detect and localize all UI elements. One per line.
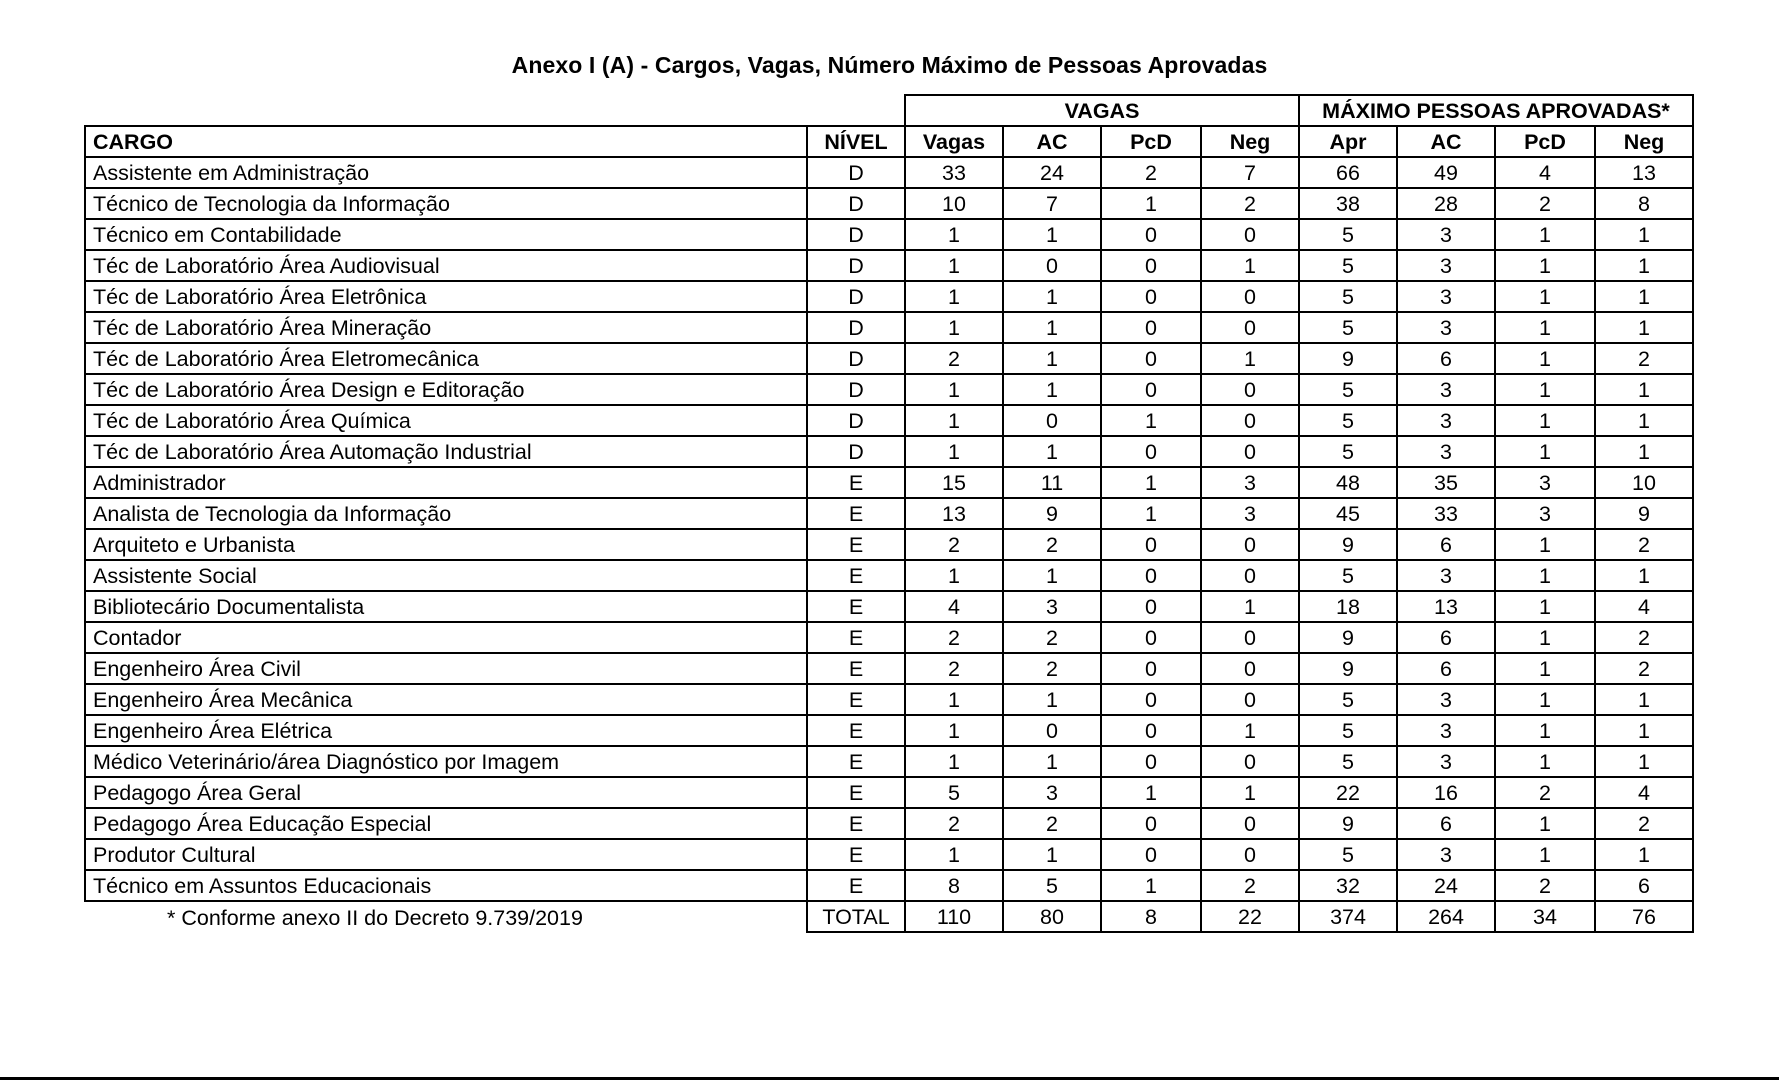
vagas-neg-cell: 7 [1201,157,1299,188]
vagas-neg-cell: 0 [1201,808,1299,839]
apr-neg-cell: 8 [1595,188,1693,219]
nivel-cell: E [807,684,905,715]
vagas-pcd-cell: 0 [1101,808,1201,839]
vagas-pcd-cell: 0 [1101,343,1201,374]
vagas-ac-cell: 7 [1003,188,1101,219]
vagas-pcd-cell: 0 [1101,281,1201,312]
vagas-neg-cell: 0 [1201,405,1299,436]
vagas-cell: 1 [905,560,1003,591]
apr-cell: 9 [1299,808,1397,839]
vagas-pcd-cell: 0 [1101,374,1201,405]
vagas-ac-cell: 1 [1003,839,1101,870]
cargo-cell: Arquiteto e Urbanista [85,529,807,560]
cargo-cell: Téc de Laboratório Área Automação Industrial [85,436,807,467]
apr-ac-cell: 6 [1397,622,1495,653]
vagas-ac-cell: 24 [1003,157,1101,188]
nivel-cell: E [807,591,905,622]
nivel-cell: E [807,622,905,653]
nivel-cell: D [807,436,905,467]
col-header-apr-neg: Neg [1595,126,1693,157]
cargo-cell: Técnico em Contabilidade [85,219,807,250]
table-row [85,405,1693,436]
table-row [85,653,1693,684]
total-value: 34 [1495,901,1595,932]
apr-ac-cell: 13 [1397,591,1495,622]
nivel-cell: D [807,312,905,343]
apr-neg-cell: 2 [1595,653,1693,684]
apr-ac-cell: 33 [1397,498,1495,529]
apr-ac-cell: 3 [1397,250,1495,281]
apr-cell: 5 [1299,281,1397,312]
apr-pcd-cell: 4 [1495,157,1595,188]
cargo-cell: Téc de Laboratório Área Química [85,405,807,436]
vagas-ac-cell: 5 [1003,870,1101,901]
vagas-ac-cell: 1 [1003,746,1101,777]
cargo-cell: Engenheiro Área Elétrica [85,715,807,746]
apr-neg-cell: 1 [1595,436,1693,467]
apr-cell: 5 [1299,250,1397,281]
vagas-pcd-cell: 0 [1101,312,1201,343]
cargo-cell: Técnico em Assuntos Educacionais [85,870,807,901]
apr-pcd-cell: 3 [1495,467,1595,498]
col-header-vagas-pcd: PcD [1101,126,1201,157]
nivel-cell: D [807,281,905,312]
apr-pcd-cell: 1 [1495,312,1595,343]
vagas-ac-cell: 3 [1003,777,1101,808]
table-row [85,839,1693,870]
apr-pcd-cell: 3 [1495,498,1595,529]
nivel-cell: D [807,405,905,436]
apr-cell: 5 [1299,405,1397,436]
table-row [85,529,1693,560]
apr-pcd-cell: 1 [1495,746,1595,777]
apr-cell: 5 [1299,219,1397,250]
apr-neg-cell: 2 [1595,622,1693,653]
vagas-cell: 1 [905,436,1003,467]
vagas-neg-cell: 0 [1201,436,1299,467]
vagas-ac-cell: 1 [1003,436,1101,467]
vagas-pcd-cell: 2 [1101,157,1201,188]
nivel-cell: E [807,746,905,777]
col-header-cargo: CARGO [85,126,807,157]
vagas-neg-cell: 1 [1201,777,1299,808]
vagas-pcd-cell: 0 [1101,715,1201,746]
vagas-pcd-cell: 0 [1101,622,1201,653]
apr-ac-cell: 3 [1397,281,1495,312]
table-row [85,560,1693,591]
vagas-pcd-cell: 1 [1101,777,1201,808]
vagas-neg-cell: 0 [1201,560,1299,591]
total-value: 374 [1299,901,1397,932]
footnote: * Conforme anexo II do Decreto 9.739/2019 [167,906,583,930]
apr-cell: 5 [1299,746,1397,777]
apr-cell: 5 [1299,715,1397,746]
nivel-cell: D [807,188,905,219]
apr-ac-cell: 3 [1397,405,1495,436]
apr-pcd-cell: 1 [1495,591,1595,622]
vagas-pcd-cell: 0 [1101,250,1201,281]
vagas-pcd-cell: 1 [1101,188,1201,219]
annex-table [84,94,1694,933]
table-row [85,436,1693,467]
vagas-pcd-cell: 0 [1101,560,1201,591]
nivel-cell: D [807,374,905,405]
table-row [85,622,1693,653]
vagas-ac-cell: 1 [1003,281,1101,312]
vagas-cell: 15 [905,467,1003,498]
vagas-ac-cell: 1 [1003,684,1101,715]
apr-neg-cell: 10 [1595,467,1693,498]
apr-ac-cell: 6 [1397,653,1495,684]
apr-ac-cell: 3 [1397,839,1495,870]
apr-pcd-cell: 1 [1495,560,1595,591]
vagas-neg-cell: 0 [1201,529,1299,560]
apr-pcd-cell: 1 [1495,281,1595,312]
vagas-neg-cell: 2 [1201,188,1299,219]
table-row [85,343,1693,374]
apr-ac-cell: 28 [1397,188,1495,219]
table-row [85,746,1693,777]
apr-ac-cell: 49 [1397,157,1495,188]
apr-neg-cell: 2 [1595,529,1693,560]
apr-neg-cell: 1 [1595,281,1693,312]
cargo-cell: Pedagogo Área Geral [85,777,807,808]
apr-pcd-cell: 1 [1495,653,1595,684]
vagas-ac-cell: 1 [1003,312,1101,343]
apr-neg-cell: 2 [1595,343,1693,374]
apr-cell: 5 [1299,312,1397,343]
apr-neg-cell: 1 [1595,746,1693,777]
apr-cell: 48 [1299,467,1397,498]
apr-pcd-cell: 1 [1495,343,1595,374]
cargo-cell: Engenheiro Área Mecânica [85,684,807,715]
apr-neg-cell: 4 [1595,777,1693,808]
apr-cell: 18 [1299,591,1397,622]
vagas-ac-cell: 0 [1003,715,1101,746]
vagas-ac-cell: 2 [1003,808,1101,839]
apr-cell: 5 [1299,839,1397,870]
total-value: 8 [1101,901,1201,932]
cargo-cell: Téc de Laboratório Área Eletrônica [85,281,807,312]
vagas-pcd-cell: 1 [1101,498,1201,529]
column-header-row [85,126,1693,157]
vagas-cell: 33 [905,157,1003,188]
apr-neg-cell: 6 [1595,870,1693,901]
apr-ac-cell: 3 [1397,560,1495,591]
cargo-cell: Engenheiro Área Civil [85,653,807,684]
group-header-spacer [85,95,905,126]
apr-cell: 5 [1299,374,1397,405]
cargo-cell: Técnico de Tecnologia da Informação [85,188,807,219]
vagas-neg-cell: 0 [1201,684,1299,715]
apr-pcd-cell: 1 [1495,405,1595,436]
vagas-neg-cell: 0 [1201,374,1299,405]
vagas-neg-cell: 0 [1201,839,1299,870]
apr-cell: 5 [1299,560,1397,591]
table-body [85,157,1693,901]
table-row [85,777,1693,808]
apr-neg-cell: 1 [1595,219,1693,250]
apr-neg-cell: 1 [1595,684,1693,715]
table-row [85,157,1693,188]
vagas-pcd-cell: 0 [1101,839,1201,870]
apr-ac-cell: 3 [1397,436,1495,467]
vagas-cell: 1 [905,250,1003,281]
nivel-cell: E [807,715,905,746]
apr-pcd-cell: 2 [1495,188,1595,219]
cargo-cell: Assistente em Administração [85,157,807,188]
cargo-cell: Assistente Social [85,560,807,591]
table-row [85,684,1693,715]
col-header-apr: Apr [1299,126,1397,157]
vagas-neg-cell: 1 [1201,591,1299,622]
col-header-apr-ac: AC [1397,126,1495,157]
apr-pcd-cell: 1 [1495,374,1595,405]
cargo-cell: Téc de Laboratório Área Mineração [85,312,807,343]
apr-pcd-cell: 2 [1495,870,1595,901]
vagas-ac-cell: 0 [1003,405,1101,436]
apr-neg-cell: 1 [1595,839,1693,870]
cargo-cell: Administrador [85,467,807,498]
vagas-neg-cell: 0 [1201,746,1299,777]
table-row [85,715,1693,746]
table-row [85,188,1693,219]
apr-ac-cell: 24 [1397,870,1495,901]
vagas-ac-cell: 1 [1003,343,1101,374]
vagas-neg-cell: 1 [1201,715,1299,746]
vagas-pcd-cell: 0 [1101,653,1201,684]
vagas-cell: 1 [905,746,1003,777]
apr-cell: 32 [1299,870,1397,901]
vagas-ac-cell: 9 [1003,498,1101,529]
total-value: 264 [1397,901,1495,932]
total-value: 22 [1201,901,1299,932]
apr-cell: 66 [1299,157,1397,188]
col-header-vagas: Vagas [905,126,1003,157]
vagas-cell: 2 [905,808,1003,839]
vagas-neg-cell: 1 [1201,343,1299,374]
vagas-neg-cell: 3 [1201,498,1299,529]
nivel-cell: E [807,498,905,529]
maximo-group-header: MÁXIMO PESSOAS APROVADAS* [1299,95,1693,126]
table-row [85,498,1693,529]
vagas-cell: 1 [905,839,1003,870]
apr-pcd-cell: 1 [1495,219,1595,250]
vagas-cell: 1 [905,374,1003,405]
vagas-ac-cell: 2 [1003,653,1101,684]
vagas-neg-cell: 0 [1201,281,1299,312]
nivel-cell: D [807,219,905,250]
nivel-cell: D [807,343,905,374]
cargo-cell: Médico Veterinário/área Diagnóstico por Imagem [85,746,807,777]
table-row [85,374,1693,405]
table-row [85,219,1693,250]
nivel-cell: E [807,653,905,684]
vagas-neg-cell: 0 [1201,312,1299,343]
vagas-ac-cell: 2 [1003,622,1101,653]
apr-neg-cell: 2 [1595,808,1693,839]
vagas-cell: 10 [905,188,1003,219]
table-row [85,591,1693,622]
vagas-cell: 2 [905,622,1003,653]
vagas-ac-cell: 1 [1003,219,1101,250]
nivel-cell: E [807,467,905,498]
table-row [85,281,1693,312]
vagas-pcd-cell: 0 [1101,529,1201,560]
total-row [85,901,1693,932]
apr-neg-cell: 1 [1595,715,1693,746]
vagas-neg-cell: 0 [1201,622,1299,653]
vagas-neg-cell: 2 [1201,870,1299,901]
cargo-cell: Téc de Laboratório Área Audiovisual [85,250,807,281]
vagas-pcd-cell: 0 [1101,436,1201,467]
apr-cell: 9 [1299,343,1397,374]
vagas-neg-cell: 3 [1201,467,1299,498]
apr-neg-cell: 1 [1595,405,1693,436]
total-value: 76 [1595,901,1693,932]
col-header-vagas-neg: Neg [1201,126,1299,157]
apr-pcd-cell: 1 [1495,250,1595,281]
table-row [85,250,1693,281]
nivel-cell: E [807,839,905,870]
cargo-cell: Téc de Laboratório Área Design e Editoração [85,374,807,405]
cargo-cell: Analista de Tecnologia da Informação [85,498,807,529]
apr-neg-cell: 9 [1595,498,1693,529]
nivel-cell: D [807,250,905,281]
nivel-cell: E [807,529,905,560]
vagas-cell: 1 [905,281,1003,312]
apr-cell: 38 [1299,188,1397,219]
page-title: Anexo I (A) - Cargos, Vagas, Número Máximo de Pessoas Aprovadas [511,52,1268,78]
apr-ac-cell: 6 [1397,343,1495,374]
vagas-ac-cell: 0 [1003,250,1101,281]
cargo-cell: Contador [85,622,807,653]
total-value: 80 [1003,901,1101,932]
apr-cell: 5 [1299,684,1397,715]
vagas-cell: 4 [905,591,1003,622]
total-label: TOTAL [807,901,905,932]
apr-cell: 9 [1299,622,1397,653]
table-row [85,808,1693,839]
vagas-neg-cell: 1 [1201,250,1299,281]
vagas-ac-cell: 2 [1003,529,1101,560]
vagas-ac-cell: 1 [1003,374,1101,405]
vagas-neg-cell: 0 [1201,219,1299,250]
apr-ac-cell: 3 [1397,715,1495,746]
apr-ac-cell: 35 [1397,467,1495,498]
apr-cell: 5 [1299,436,1397,467]
apr-pcd-cell: 1 [1495,839,1595,870]
col-header-nivel: NÍVEL [807,126,905,157]
vagas-cell: 5 [905,777,1003,808]
cargo-cell: Produtor Cultural [85,839,807,870]
apr-pcd-cell: 1 [1495,529,1595,560]
total-value: 110 [905,901,1003,932]
apr-neg-cell: 13 [1595,157,1693,188]
apr-neg-cell: 4 [1595,591,1693,622]
vagas-cell: 1 [905,219,1003,250]
nivel-cell: E [807,560,905,591]
vagas-ac-cell: 11 [1003,467,1101,498]
nivel-cell: E [807,808,905,839]
vagas-cell: 8 [905,870,1003,901]
group-header-row [85,95,1693,126]
apr-cell: 9 [1299,653,1397,684]
apr-ac-cell: 3 [1397,312,1495,343]
vagas-neg-cell: 0 [1201,653,1299,684]
apr-neg-cell: 1 [1595,312,1693,343]
nivel-cell: D [807,157,905,188]
apr-pcd-cell: 1 [1495,808,1595,839]
vagas-ac-cell: 1 [1003,560,1101,591]
vagas-pcd-cell: 1 [1101,467,1201,498]
vagas-cell: 2 [905,653,1003,684]
table-row [85,467,1693,498]
apr-neg-cell: 1 [1595,374,1693,405]
vagas-cell: 1 [905,312,1003,343]
apr-pcd-cell: 1 [1495,684,1595,715]
apr-ac-cell: 3 [1397,219,1495,250]
apr-pcd-cell: 1 [1495,715,1595,746]
apr-pcd-cell: 2 [1495,777,1595,808]
vagas-pcd-cell: 0 [1101,591,1201,622]
vagas-cell: 2 [905,529,1003,560]
vagas-cell: 1 [905,715,1003,746]
col-header-vagas-ac: AC [1003,126,1101,157]
table-row [85,870,1693,901]
cargo-cell: Pedagogo Área Educação Especial [85,808,807,839]
cargo-cell: Téc de Laboratório Área Eletromecânica [85,343,807,374]
apr-ac-cell: 6 [1397,808,1495,839]
vagas-cell: 13 [905,498,1003,529]
apr-ac-cell: 3 [1397,374,1495,405]
table-row [85,312,1693,343]
vagas-pcd-cell: 1 [1101,870,1201,901]
vagas-cell: 2 [905,343,1003,374]
apr-ac-cell: 3 [1397,684,1495,715]
vagas-pcd-cell: 0 [1101,684,1201,715]
vagas-cell: 1 [905,405,1003,436]
apr-cell: 22 [1299,777,1397,808]
cargo-cell: Bibliotecário Documentalista [85,591,807,622]
apr-ac-cell: 16 [1397,777,1495,808]
vagas-cell: 1 [905,684,1003,715]
apr-pcd-cell: 1 [1495,622,1595,653]
vagas-group-header: VAGAS [905,95,1299,126]
nivel-cell: E [807,777,905,808]
apr-neg-cell: 1 [1595,560,1693,591]
vagas-pcd-cell: 1 [1101,405,1201,436]
nivel-cell: E [807,870,905,901]
vagas-ac-cell: 3 [1003,591,1101,622]
apr-cell: 45 [1299,498,1397,529]
vagas-pcd-cell: 0 [1101,746,1201,777]
apr-ac-cell: 3 [1397,746,1495,777]
apr-cell: 9 [1299,529,1397,560]
col-header-apr-pcd: PcD [1495,126,1595,157]
vagas-pcd-cell: 0 [1101,219,1201,250]
apr-pcd-cell: 1 [1495,436,1595,467]
apr-neg-cell: 1 [1595,250,1693,281]
apr-ac-cell: 6 [1397,529,1495,560]
